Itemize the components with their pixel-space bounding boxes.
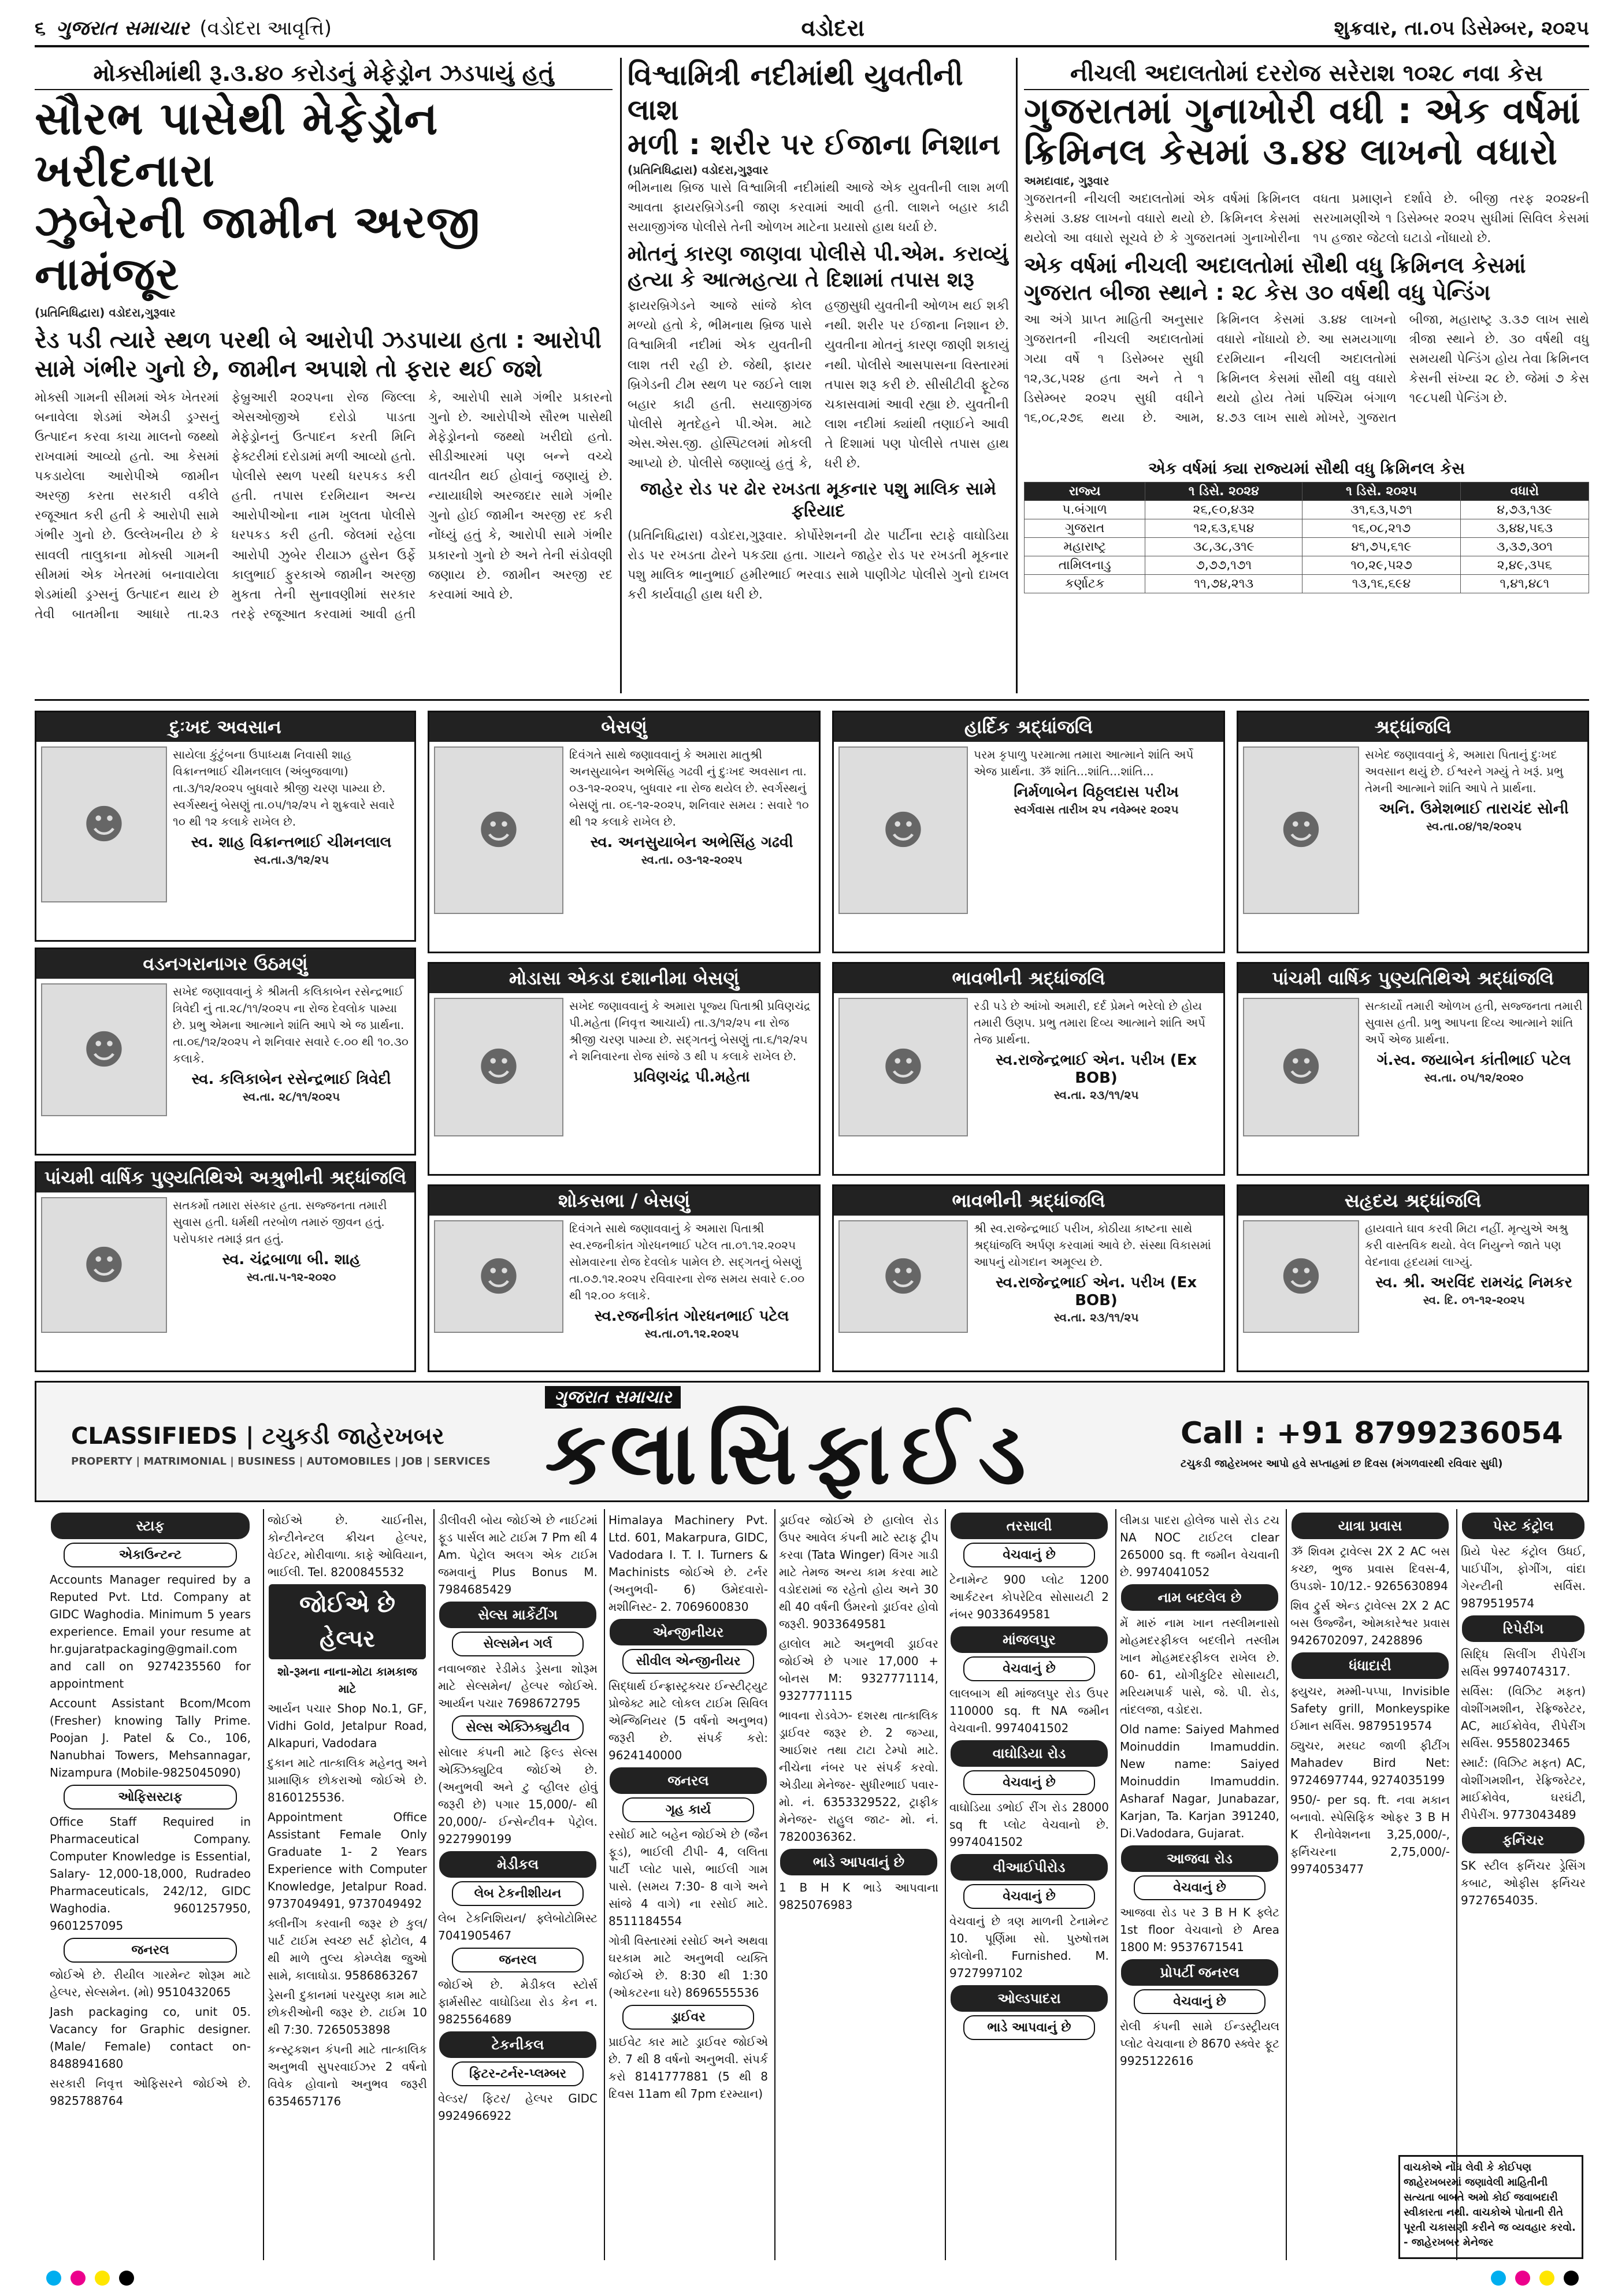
header-left <box>35 17 332 40</box>
obituary-heading: હાર્દિક શ્રદ્ધાંજલિ <box>834 712 1223 742</box>
classified-category: યાત્રા પ્રવાસ <box>1292 1513 1449 1539</box>
obituary-heading: શ્રદ્ધાંજલિ <box>1238 712 1587 742</box>
classified-column <box>604 1509 771 2260</box>
classified-ad: સ્માર્ટ: (વિઝિટ મફત) AC, વોશીંગમશીન, રેફ્રિજરેટર, માઈક્રોવેવ, ઘરઘંટી, રીપેરીંગ. 9773043489 <box>1461 1756 1586 1822</box>
obituary-name: સ્વ.રજનીકાંત ગોરધનભાઈ પટેલ <box>594 1307 789 1325</box>
cell: ૪,૭૩,૧૩૯ <box>1460 500 1589 519</box>
table-row <box>1025 537 1589 556</box>
classifieds-label-gu: ટચુકડી જાહેરખબર <box>262 1423 444 1450</box>
classified-ad: SK સ્ટીલ ફર્નિચર ડ્રેસિંગ કબાટ, ઓફીસ ફર્નિચર 9727654035. <box>1461 1859 1586 1907</box>
obituary-text: રડી પડે છે આંખો અમારી, દર્દ પ્રેમને ભરેલો છે હોય તમારી ઉણપ. પ્રભુ તમારા દિવ્ય આત્માને શાંતિ અર્પે તેજ પ્રાર્થના. <box>974 999 1205 1046</box>
classifieds-title: ક્લાસિફાઈડ <box>545 1403 1037 1504</box>
story2-subhead: મોતનું કારણ જાણવા પોલીસે પી.એમ. કરાવ્યું હત્યા કે આત્મહત્યા તે દિશામાં તપાસ શરૂ <box>628 242 1008 292</box>
obituary-heading: બેસણું <box>429 712 819 742</box>
classified-ad: લેબ ટેકનિશિયન/ ફ્લેબોટોમિસ્ટ 7041905467 <box>438 1911 598 1942</box>
classified-category: માંજલપુર <box>951 1626 1108 1653</box>
classified-ad: પ્રિયે પેસ્ટ કંટ્રોલ ઉધઈ, પાઈપીંગ, ફોગીંગ, વાંદા ગેરન્ટીની સર્વિસ. 9879519574 <box>1461 1544 1586 1610</box>
obituary-box <box>428 1184 821 1372</box>
crime-table-title: એક વર્ષમાં ક્યા રાજ્યમાં સૌથી વધુ ક્રિમિનલ કેસ <box>1148 458 1465 478</box>
crime-table-header: ૧ ડિસે. ૨૦૨૪ <box>1145 482 1302 500</box>
obituary-text: સખેદ જણાવવાનું કે અમારા પૂજ્ય પિતાશ્રી પ્રવિણચંદ્ર પી.મહેતા (નિવૃત્ત આચાર્ય) તા.૩/૧૨/૨૫ ના રોજ શ્રીજી ચરણ પામ્યા છે. સદ્ગતનું બેસણું તા.૬/૧૨/૨૫ ને શનિવારના રોજ સાંજે ૩ થી ૫ કલાકે રાખેલ છે. <box>569 999 811 1063</box>
helper-ad-subtitle: શો-રૂમના નાના-મોટા કામકાજ માટે <box>277 1665 417 1696</box>
story-mephedrone <box>35 58 613 624</box>
portrait-photo: ☻ <box>838 998 968 1136</box>
classified-ad: ઠ્યુચર, મરઘટ જાળી ફીટીંગ Mahadev Bird Net: 9724697744, 9274035199 <box>1290 1738 1450 1787</box>
story3-body: ગુજરાતની નીચલી અદાલતોમાં એક વર્ષમાં ક્રિમિનલ કેસમાં ૩.૪૪ લાખનો વધારો થયો છે. ક્રિમિનલ કેસમાં થયેલો આ વધારો સૂચવે છે કે ગુજરાતમાં ગુનાખોરીના વધતા પ્રમાણને દર્શાવે છે. બીજી તરફ ૨૦૨૪ની સરખામણીએ ૧ ડિસેમ્બર ૨૦૨૫ સુધીમાં સિવિલ કેસમાં ૧૫ હજાર જેટલો ઘટાડો નોંધાયો છે. <box>1024 191 1589 246</box>
obituary-heading: વડનગરાનાગર ઉઠમણું <box>36 949 414 979</box>
classified-ad: Old name: Saiyed Mahmed Moinuddin Imamuddin. New name: Saiyed Moinuddin Imamuddin. Asharaf Nagar, Junabazar, Karjan, Ta. Karjan 391240, Di.Vadodara, Gujarat. <box>1120 1722 1279 1840</box>
cell: તામિલનાડુ <box>1025 556 1145 574</box>
story2-subhead-2: જાહેર રોડ પર ઢોર રખડતા મૂકનાર પશુ માલિક સામે ફરિયાદ <box>640 479 996 521</box>
classified-ad: જોઈએ છે. ચાઈનીસ, કોન્ટીનેન્ટલ ક્રીચન હેલ્પર, વેઈટર, મોરીવાળા. કાફે ઓવિયાન, ભાઈલી. Tel. 8200845532 <box>268 1513 427 1579</box>
classified-subcategory: સેલ્સ એક્ઝિક્યુટીવ <box>452 1715 584 1740</box>
portrait-photo: ☻ <box>1243 998 1359 1136</box>
classified-subcategory: જનરલ <box>452 1948 584 1972</box>
classified-category: ઓલ્ડપાદરા <box>951 1985 1108 2012</box>
obituary-box <box>832 962 1225 1176</box>
cell: ૨,૪૯,૩૫૬ <box>1460 556 1589 574</box>
classified-subcategory: સેલ્સમેન ગર્લ <box>452 1632 584 1656</box>
classified-column <box>1115 1509 1283 2260</box>
classified-ad: સર્વિસ: (વિઝિટ મફત) વોશીંગમશીન, રેફ્રિજરેટર, AC, માઈક્રોવેવ, રીપેરીંગ સર્વિસ. 9558023465 <box>1461 1684 1586 1750</box>
classified-category: ફર્નિચર <box>1462 1827 1584 1853</box>
black-mark <box>119 2271 134 2286</box>
portrait-photo: ☻ <box>41 983 167 1116</box>
edition: (વડોદરા આવૃત્તિ) <box>199 17 332 40</box>
classified-ad: આજવા રોડ પર 3 B H K ફ્લેટ 1st floor વેચવાનો છે Area 1800 M: 9537671541 <box>1120 1905 1279 1954</box>
yellow-mark <box>1539 2271 1554 2286</box>
portrait-photo: ☻ <box>838 746 968 914</box>
classified-ad: શિવ ટ્રુર્સ એન્ડ ટ્રાવેલ્સ 2X 2 AC બસ ઉજ્જૈન, ઓમકારેશ્વર પ્રવાસ 9426702097, 2428896 <box>1290 1599 1450 1647</box>
story1-headline-2: ઝુબેરની જામીન અરજી નામંજૂર <box>35 196 481 301</box>
cell: ૩,૩૭,૩૦૧ <box>1460 537 1589 556</box>
obituary-text: સખેદ જણાવવાનું કે, અમારા પિતાનું દુઃખદ અવસાન થયું છે. ઈશ્વરને ગમ્યું તે ખરૂં. પ્રભુ તેમની આત્માને શાંતિ આપે તે પ્રાર્થના. <box>1365 748 1564 795</box>
classified-ad: સરકારી નિવૃત્ત ઓફિસરને જોઈએ છે. 9825788764 <box>50 2076 251 2108</box>
classified-ad: વાઘોડિયા ડભોઈ રીંગ રોડ 28000 sq ft પ્લોટ વેચવાનો છે. 9974041502 <box>949 1800 1109 1849</box>
cell: ૪૧,૭૫,૬૧૯ <box>1302 537 1461 556</box>
classified-subcategory: વેચવાનું છે <box>963 1543 1095 1567</box>
classified-category: વીઆઈપીરોડ <box>951 1854 1108 1881</box>
story3-kicker: નીચલી અદાલતોમાં દરરોજ સરેરાશ ૧૦૨૮ નવા કેસ <box>1024 58 1589 90</box>
classified-subcategory: વેચવાનું છે <box>1134 1989 1266 2014</box>
classified-column <box>774 1509 942 2260</box>
classified-category: મેડીકલ <box>439 1851 596 1878</box>
obituary-name: સ્વ.રાજેન્દ્રભાઈ એન. પરીખ (Ex BOB) <box>995 1274 1197 1309</box>
classified-subcategory: ફિટર-ટર્નર-પ્લમ્બર <box>452 2061 584 2086</box>
crime-table-header: રાજ્ય <box>1025 482 1145 500</box>
obituary-date: સ્વ. દિ. ૦૧-૧૨-૨૦૨૫ <box>1423 1293 1525 1307</box>
cell: ૧૦,૨૯,૫૨૭ <box>1302 556 1461 574</box>
classified-column <box>433 1509 601 2260</box>
story1-subhead: રેડ પડી ત્યારે સ્થળ પરથી બે આરોપી ઝડપાયા હતા : આરોપી સામે ગંભીર ગુનો છે, જામીન અપાશે તો ફરાર થઈ જશે <box>35 326 602 382</box>
classified-subcategory: ડ્રાઈવર <box>622 2005 754 2030</box>
cell: ૧૩,૧૬,૬૯૪ <box>1302 574 1461 593</box>
obituary-date: સ્વર્ગવાસ તારીખ ૨૫ નવેમ્બર ૨૦૨૫ <box>1014 803 1179 816</box>
obituary-text: સાયેલા કુંટુંબના ઉપાધ્યક્ષ નિવાસી શાહ વિક્રાન્તભાઈ ચીમનલાલ (અંબુજવાળા) તા.૩/૧૨/૨૦૨૫ બુધવારે શ્રીજી ચરણ પામ્યા છે. સ્વર્ગસ્થનું બેસણું તા.૦૫/૧૨/૨૫ ને શુક્રવારે સવારે ૧૦ થી ૧૨ કલાકે રાખેલ છે. <box>173 748 395 829</box>
obituary-box <box>1237 962 1589 1176</box>
obituary-text: સત્કાર્યો તમારી ઓળખ હતી, સજ્જનતા તમારી સુવાસ હતી. પ્રભુ આપના દિવ્ય આત્માને શાંતિ અર્પે એજ પ્રાર્થના. <box>1365 999 1583 1046</box>
classified-ad: 1 B H K ભાડે આપવાના 9825076983 <box>779 1881 938 1912</box>
obituary-text: હાયવાતે ઘાવ કરવી મિટા નહીં. મૃત્યુએ અશ્રુ કરી વાસ્તવિક થયો. વેલ નિયુન્ને જાતે પણ વેદનાવા હૃદયમાં લાગ્યું. <box>1365 1221 1568 1269</box>
classified-ad: રસોઈ માટે બહેન જોઈએ છે (જૈન ફૂડ), ભાઈલી ટીપી- 4, લલિતા પાર્ટી પ્લોટ પાસે, ભાઈલી ગામ પાસે. (સમય 7:30- 8 વાગે અને સાંજે 4 વાગે) ના રસોઈ માટે. 8511184554 <box>608 1827 768 1928</box>
classified-ad: મેં મારું નામ ખાન તસ્લીમનાસો મોહમદરફીકલ બદલીને તસ્લીમ ખાન મોહમદરફીકલ રાખેલ છે. 60- 61, યોગીકુટિર સોસાયટી, મરિયમપાર્ક પાસે, જે. પી. રોડ, તાંદલજા, વડોદરા. <box>1120 1616 1279 1717</box>
classified-ad: ગોત્રી વિસ્તારમાં રસોઈ અને અથવા ઘરકામ માટે અનુભવી વ્યક્તિ જોઈએ છે. 8:30 થી 1:30 (ઓકટરના ઘરે) 8696555536 <box>608 1934 768 2000</box>
crime-table <box>1024 482 1589 593</box>
classified-ad: ટેનામેન્ટ 900 પ્લોટ 1200 આર્કટરન કોપરેટિવ સોસાયટી 2 નંબર 9033649581 <box>949 1573 1109 1621</box>
story-river-body <box>628 58 1009 693</box>
classified-category: વાઘોડિયા રોડ <box>951 1740 1108 1767</box>
classified-ad: Accounts Manager required by a Reputed Pvt. Ltd. Company at GIDC Waghodia. Minimum 5 years experience. Email your resume at hr.gujaratpackaging@gmail.com and call on 9274235560 for appointment <box>50 1573 251 1691</box>
portrait-photo: ☻ <box>1243 1220 1359 1333</box>
obituary-name: નિર્મળાબેન વિઠ્ઠલદાસ પરીખ <box>1014 783 1179 801</box>
classified-subcategory: જનરલ <box>64 1938 237 1963</box>
obituary-box <box>428 962 821 1176</box>
obituary-heading: ભાવભીની શ્રદ્ધાંજલિ <box>834 964 1223 993</box>
classified-subcategory: વેચવાનું છે <box>963 1770 1095 1795</box>
obituary-heading: મોડાસા એકડા દશાનીમા બેસણું <box>429 964 819 993</box>
registration-marks-right <box>1491 2271 1579 2286</box>
obituary-date: સ્વ.તા.૦૧.૧૨.૨૦૨૫ <box>644 1327 739 1340</box>
classified-category: રિપેરીંગ <box>1462 1615 1584 1642</box>
story2-body: ભીમનાથ બ્રિજ પાસે વિશ્વામિત્રી નદીમાંથી આજે એક યુવતીની લાશ મળી આવતા ફાયરબ્રિગેડની જાણ કરવામાં આવી હતી. લાશને બહાર કાઢી સયાજીગંજ પોલીસે તેની ઓળખ માટેના પ્રયાસો હાથ ધર્યા છે. <box>628 181 1009 235</box>
classified-ad: Appointment Office Assistant Female Only Graduate 1- 2 Years Experience with Computer Knowledge, Jetalpur Road. 9737049491, 9737049492 <box>268 1810 427 1911</box>
classified-column <box>945 1509 1112 2260</box>
classified-ad: પ્રાઈવેટ કાર માટે ડ્રાઈવર જોઈએ છે. 7 થી 8 વર્ષનો અનુભવી. સંપર્ક કરો 8141777881 (5 થી 8 દિવસ 11am થી 7pm દરમ્યાન) <box>608 2035 768 2101</box>
classified-ad: વેલ્ડર/ ફિટર/ હેલ્પર GIDC 9924966922 <box>438 2091 598 2123</box>
story2-body-2: ફાયરબ્રિગેડને આજે સાંજે કોલ મળ્યો હતો કે, ભીમનાથ બ્રિજ પાસે વિશ્વામિત્રી નદીમાં એક યુવતીની લાશ તરી રહી છે. જેથી, ફાયર બ્રિગેડની ટીમ સ્થળ પર જઈને લાશ બહાર કાઢી હતી. સયાજીગંજ પોલીસે મૃતદેહને પી.એમ. માટે એસ.એસ.જી. હોસ્પિટલમાં મોકલી આપ્યો છે. પોલીસે જણાવ્યું હતું કે, હજીસુધી યુવતીની ઓળખ થઈ શકી નથી. શરીર પર ઈજાના નિશાન છે. યુવતીના મોતનું કારણ જાણી શકાયું નથી. પોલીસે આસપાસના વિસ્તારમાં તપાસ શરૂ કરી છે. સીસીટીવી ફૂટેજ ચકાસવામાં આવી રહ્યા છે. યુવતીની લાશ નદીમાં ક્યાંથી તણાઈને આવી તે દિશામાં પણ પોલીસે તપાસ હાથ ધરી છે. <box>628 299 1009 471</box>
cell: ૧,૪૧,૪૮૧ <box>1460 574 1589 593</box>
portrait-photo: ☻ <box>1243 746 1359 914</box>
page-header <box>35 12 1589 47</box>
classifieds-call-note: ટચુકડી જાહેરખબર આપો હવે સપ્તાહમાં છ દિવસ (મંગળવારથી રવિવાર સુધી) <box>1181 1458 1503 1470</box>
classifieds-paper: ગુજરાત સમાચાર <box>545 1386 681 1409</box>
story3-dateline: અમદાવાદ, ગુરૂવાર <box>1024 173 1109 188</box>
obituary-heading: દુઃખદ અવસાન <box>36 712 414 742</box>
classifieds-call: Call : +91 8799236054 <box>1181 1416 1563 1451</box>
classified-category: ધંધાદારી <box>1292 1652 1449 1679</box>
classified-ad: Himalaya Machinery Pvt. Ltd. 601, Makarpura, GIDC, Vadodara I. T. I. Turners & Machinists જોઈએ છે. ટર્નર (અનુભવી- 6) ઉમેદવારો- મશીનિસ્ટ- 2. 7069600830 <box>608 1513 768 1614</box>
obituary-name: સ્વ. કલિકાબેન રસેન્દ્રભાઈ ત્રિવેદી <box>191 1071 391 1088</box>
story1-body: મોક્સી ગામની સીમમાં એક ખેતરમાં બનાવેલા શેડમાં એમડી ડ્રગ્સનું ઉત્પાદન કરવા કાચા માલનો જથ્થો રાખવામાં આવ્યો હતો. આ કેસમાં પકડાયેલા આરોપીએ જામીન અરજી કરતા સરકારી વકીલે રજૂઆત કરી હતી કે આરોપી સામે ગંભીર ગુનો છે. ઉલ્લેખનીય છે કે સાવલી તાલુકાના મોક્સી ગામની સીમમાં એક ખેતરમાં બનાવાયેલા શેડમાંથી ડ્રગ્સનું ઉત્પાદન થાય છે તેવી બાતમીના આધારે તા.૨૩ ફેબ્રુઆરી ૨૦૨૫ના રોજ જિલ્લા એસઓજીએ દરોડો પાડતા મેફેડ્રોનનું ઉત્પાદન કરતી મિનિ ફેક્ટરીમાં દરોડામાં મળી આવ્યો હતો. પોલીસે સ્થળ પરથી ધરપકડ કરી હતી. તપાસ દરમિયાન અન્ય આરોપીઓના નામ ખુલતા પોલીસે ધરપકડ કરી હતી. જેલમાં રહેલા આરોપી ઝુબેર રીયાઝ હુસેન ઉર્ફે કાલુભાઈ ફુરકાએ જામીન અરજી મુકતા તેની સુનાવણીમાં સરકાર તરફે રજૂઆત કરવામાં આવી હતી કે, આરોપી સામે ગંભીર પ્રકારનો ગુનો છે. આરોપીએ સૌરભ પાસેથી મેફેડ્રોનનો જથ્થો ખરીદ્યો હતો. સીડીઆરમાં પણ બન્ને વચ્ચે વાતચીત થઈ હોવાનું જણાયું છે. ન્યાયાધીશે અરજદાર સામે ગંભીર ગુનો હોઈ જામીન અરજી રદ કરી નોંધ્યું હતું કે, આરોપી સામે ગંભીર પ્રકારનો ગુનો છે અને તેની સંડોવણી જણાય છે. જામીન અરજી રદ કરવામાં આવે છે. <box>35 390 613 622</box>
obituary-date: સ્વ.તા. ૦૩-૧૨-૨૦૨૫ <box>641 853 743 867</box>
story1-kicker: મોક્સીમાંથી રૂ.૩.૪૦ કરોડનું મેફેડ્રોન ઝડપાયું હતું <box>35 58 613 90</box>
portrait-photo: ☻ <box>434 998 563 1136</box>
classified-ad: Account Assistant Bcom/Mcom (Fresher) knowing Tally Prime. Poojan J. Patel & Co., 106, Nanubhai Towers, Mehsannagar, Nizampura (Mobile-9825045090) <box>50 1696 251 1779</box>
cyan-mark <box>46 2271 61 2286</box>
obituary-box <box>832 711 1225 953</box>
crime-table-header: ૧ ડિસે. ૨૦૨૫ <box>1302 482 1461 500</box>
classified-ad: Jash packaging co, unit 05. Vacancy for Graphic designer. (Male/ Female) contact on- 8488941680 <box>50 2005 251 2071</box>
classified-ad: રોલી કંપની સામે ઈન્ડસ્ટ્રીયલ પ્લોટ વેચવાના છે 8670 સ્ક્વેર ફૂટ 9925122616 <box>1120 2019 1279 2068</box>
classified-ad: ક્લીનીંગ કરવાની જરૂર છે કુલ/પાર્ટ ટાઈમ સ્વચ્છ સર્ટ ફોટોલ, 4 થી માળે તુલ્ય કોમ્પ્લેક્ષ જુઓ સામે, કાલાઘોડા. 9586863267 <box>268 1916 427 1982</box>
obituary-text: સખેદ જણાવવાનું કે શ્રીમતી કલિકાબેન રસેન્દ્રભાઈ ત્રિવેદી નું તા.૨૮/૧૧/૨૦૨૫ ના રોજ દેવલોક પામ્યા છે. પ્રભુ એમના આત્માને શાંતિ આપે એ જ પ્રાર્થના. તા.૦૬/૧૨/૨૦૨૫ ને શનિવાર સવારે ૯.૦૦ થી ૧૦.૩૦ કલાકે. <box>173 984 409 1065</box>
obituary-text: પરમ કૃપાળુ પરમાત્મા તમારા આત્માને શાંતિ અર્પે એજ પ્રાર્થના. ૐ શાંતિ...શાંતિ...શાંતિ... <box>974 748 1194 778</box>
classified-ad: દુકાન માટે તાત્કાલિક મહેનતુ અને પ્રામાણિક છોકરાઓ જોઈએ છે. 8160125536. <box>268 1756 427 1804</box>
classified-ad: સિદ્ધિ સિલીંગ રીપેરીંગ સર્વિસ 9974074317. <box>1461 1647 1586 1678</box>
story2-body-3: (પ્રતિનિધિદ્વારા) વડોદરા,ગુરૂવાર. કોર્પોરેશનની ઢોર પાર્ટીના સ્ટાફે વાઘોડિયા રોડ પર રખડતા ઢોરને પકડ્યા હતા. ગાયને જાહેર રોડ પર રખડતી મૂકનાર પશુ માલિક ભાનુભાઈ હમીરભાઈ ભરવાડ સામે પાણીગેટ પોલીસે ગુનો દાખલ કરી કાર્યવાહી હાથ ધરી છે. <box>628 529 1009 603</box>
classified-ad: હાલોલ માટે અનુભવી ડ્રાઈવર જોઈએ છે પગાર 17,000 + બોનસ M: 9327771114, 9327771115 <box>779 1637 938 1703</box>
obituary-heading: શોકસભા / બેસણું <box>429 1186 819 1216</box>
classified-column <box>263 1509 431 2260</box>
obituary-date: સ્વ.તા. ૨૮/૧૧/૨૦૨૫ <box>242 1090 340 1104</box>
obituary-heading: ભાવભીની શ્રદ્ધાંજલિ <box>834 1186 1223 1216</box>
portrait-photo: ☻ <box>434 746 563 914</box>
story3-headline-2: ક્રિમિનલ કેસમાં ૩.૪૪ લાખનો વધારો <box>1024 131 1558 173</box>
story2-dateline: (પ્રતિનિધિદ્વારા) વડોદરા,ગુરૂવાર <box>628 163 769 177</box>
table-row <box>1025 556 1589 574</box>
classified-ad: ડ્રેસની દુકાનમાં પરચુરણ કામ માટે છોકરીઓની જરૂર છે. ટાઈમ 10 થી 7:30. 7265053898 <box>268 1988 427 2037</box>
classified-ad: ડ્રાઈવર જોઈએ છે હાલોલ રોડ ઉપર આવેલ કંપની માટે સ્ટાફ ટ્રીપ કરવા (Tata Winger) વિંગર ગાડી માટે તેમજ અન્ય કામ કરવા માટે વડોદરામાં જ રહેતો હોય અને 30 થી 40 વર્ષની ઉંમરનો ડ્રાઈવર હોવો જરૂરી. 9033649581 <box>779 1513 938 1631</box>
classified-column <box>1286 1509 1453 2260</box>
table-row <box>1025 519 1589 537</box>
obituary-box <box>1237 1184 1589 1372</box>
classified-column <box>1456 1509 1589 2260</box>
cell: મહારાષ્ટ્ર <box>1025 537 1145 556</box>
classifieds-banner <box>35 1381 1589 1502</box>
classified-subcategory: સીવીલ એન્જીનીયર <box>622 1649 754 1674</box>
classified-ad: 950/- per sq. ft. નવા મકાન બનાવો. સ્પેસિફિક ઓફર 3 B H K રીનોવેશનના 3,25,000/-, ફર્નિચરના 2,75,000/- 9974053477 <box>1290 1793 1450 1876</box>
obituary-name: સ્વ. ચંદ્રબાળા બી. શાહ <box>222 1251 361 1268</box>
classified-subcategory: વેચવાનું છે <box>963 1656 1095 1681</box>
helper-ad-title: જોઈએ છે હેલ્પર <box>269 1584 426 1659</box>
classified-ad: ડીલીવરી બોય જોઈએ છે નાઈટમાં ફૂડ પાર્સલ માટે ટાઈમ 7 Pm થી 4 Am. પેટ્રોલ અલગ એક ટાઈમ જમવાનું Plus Bonus M. 7984685429 <box>438 1513 598 1596</box>
cell: ૧૬,૦૮,૨૧૭ <box>1302 519 1461 537</box>
cell: ૧૨,૬૩,૬૫૪ <box>1145 519 1302 537</box>
classified-ad: સોલાર કંપની માટે ફિલ્ડ સેલ્સ એક્ઝિક્યુટિવ જોઈએ છે. (અનુભવી અને ટુ વ્હીલર હોવું જરૂરી છે) પગાર 15,000/- થી 20,000/- ઈન્સેન્ટીવ+ પેટ્રોલ. 9227990199 <box>438 1745 598 1846</box>
page-number: ૬ <box>35 17 46 40</box>
cell: ૨૬,૯૦,૪૩૨ <box>1145 500 1302 519</box>
classifieds-tags: PROPERTY | MATRIMONIAL | BUSINESS | AUTOMOBILES | JOB | SERVICES <box>71 1455 491 1467</box>
classified-subcategory: વેચવાનું છે <box>963 1884 1095 1909</box>
classified-category: સેલ્સ માર્કેટીંગ <box>439 1602 596 1628</box>
classified-ad: સિદ્ધાર્થ ઈન્ફ્રાસ્ટ્રક્ચર ઈન્સ્ટીટ્યુટ પ્રોજેક્ટ માટે લોકલ ટાઈમ સિવિલ એન્જિનિયર (5 વર્ષનો અનુભવ) જરૂરી છે. સંપર્ક કરો: 9624140000 <box>608 1679 768 1762</box>
classified-subcategory: એકાઉન્ટન્ટ <box>64 1543 237 1567</box>
classified-ad: ફ્યુચર, મમ્મી-પપ્પા, Invisible Safety grill, Monkeyspike ઈમાન સર્વિસ. 9879519574 <box>1290 1684 1450 1733</box>
obituary-box <box>1237 711 1589 953</box>
yellow-mark <box>95 2271 110 2286</box>
classified-subcategory: લેબ ટેકનીશીયન <box>452 1881 584 1906</box>
cell: ૩૮,૩૮,૩૧૯ <box>1145 537 1302 556</box>
obituary-name: પ્રવિણચંદ્ર પી.મહેતા <box>633 1068 750 1086</box>
classified-ad: લાલબાગ થી માંજલપુર રોડ ઉપર 110000 sq. ft NA જમીન વેચવાની. 9974041502 <box>949 1686 1109 1735</box>
story2-kicker: વિશ્વામિત્રી નદીમાંથી યુવતીની લાશ <box>628 58 963 127</box>
story3-body-2: આ અંગે પ્રાપ્ત માહિતી અનુસાર ગુજરાતની નીચલી અદાલતોમાં ગયા વર્ષે ૧ ડિસેમ્બર સુધી ૧૨,૩૮,૫૨૪ હતા અને તે ૧ ડિસેમ્બર ૨૦૨૫ સુધી વધીને ૧૬,૦૮,૨૭૬ થયા છે. આમ, ક્રિમિનલ કેસમાં ૩.૪૪ લાખનો વધારો નોંધાયો છે. આ સમયગાળા દરમિયાન નીચલી અદાલતોમાં ક્રિમિનલ કેસમાં સૌથી વધુ વધારો થયો હોય તેમાં પશ્ચિમ બંગાળ ૪.૭૩ લાખ સાથે મોખરે, ગુજરાત બીજા, મહારાષ્ટ્ર ૩.૩૭ લાખ સાથે ત્રીજા સ્થાને છે. ૩૦ વર્ષથી વધુ સમયથી પેન્ડિંગ હોય તેવા ક્રિમિનલ કેસની સંખ્યા ૨૮ છે. જેમાં ૭ કેસ ૧૯૮૫થી પેન્ડિંગ છે. <box>1024 312 1589 426</box>
cell: ૧૧,૭૪,૨૧૩ <box>1145 574 1302 593</box>
classified-ad: નવાબજાર રેડીમેડ ડ્રેસના શોરૂમ માટે સેલ્સમેન/ હેલ્પર જોઈએ. આર્ય્ધન પચાર 7698672795 <box>438 1662 598 1710</box>
obituary-name: ગં.સ્વ. જયાબેન કાંતીભાઈ પટેલ <box>1376 1052 1571 1069</box>
story2-headline: મળી : શરીર પર ઈજાના નિશાન <box>628 128 1000 161</box>
obituary-box <box>428 711 821 953</box>
obituary-box <box>35 948 416 1156</box>
classified-category: ટેકનીકલ <box>439 2031 596 2058</box>
classified-ad: લીમડા પાદરા હોલેજ પાસે રોડ ટચ NA NOC ટાઈટલ clear 265000 sq. ft જમીન વેચવાની છે. 9974041052 <box>1120 1513 1279 1579</box>
obituary-name: સ્વ.રાજેન્દ્રભાઈ એન. પરીખ (Ex BOB) <box>995 1052 1197 1087</box>
black-mark <box>1564 2271 1579 2286</box>
classified-category: તરસાલી <box>951 1513 1108 1539</box>
obituary-date: સ્વ.તા.૫-૧૨-૨૦૨૦ <box>246 1270 336 1284</box>
classified-ad: આર્યન પચાર Shop No.1, GF, Vidhi Gold, Jetalpur Road, Alkapuri, Vadodara <box>268 1701 427 1750</box>
table-row <box>1025 500 1589 519</box>
classified-ad: ભાવના રોડવેઝ- દશરથ તાત્કાલિક ડ્રાઈવર જરૂર છે. 2 જગ્યા, આઈશર તથા ટાટા ટેમ્પો માટે. નીચેના નંબર પર સંપર્ક કરવો. એડીયા મેનેજર- સુધીરભાઈ પવાર- મો. નં. 6353329522, ટ્રાફીક મેનેજર- રાહુલ જાટ- મો. નં. 7820036362. <box>779 1708 938 1844</box>
obituary-date: સ્વ.તા. ૨૩/૧૧/૨૫ <box>1053 1310 1139 1324</box>
portrait-photo: ☻ <box>434 1220 563 1333</box>
classified-subcategory: ગૃહ કાર્ય <box>622 1797 754 1822</box>
classified-subcategory: ઓફિસસ્ટાફ <box>64 1785 237 1810</box>
obituary-box <box>35 1161 416 1372</box>
obituary-text: સતકર્મો તમારા સંસ્કાર હતા. સજ્જનતા તમારી સુવાસ હતી. ધર્મથી તરબોળ તમારું જીવન હતું. પરોપકાર તમારૂં વ્રત હતું. <box>173 1198 387 1246</box>
portrait-photo: ☻ <box>41 1197 167 1333</box>
obituary-date: સ્વ.તા.૩/૧૨/૨૫ <box>253 853 329 867</box>
classified-ad: ૐ શિવમ ટ્રાવેલ્સ 2X 2 AC બસ કચ્છ, ભુજ પ્રવાસ દિવસ-4, ઉપડશે- 10/12.- 9265630894 <box>1290 1544 1450 1593</box>
portrait-photo: ☻ <box>838 1220 968 1333</box>
obituary-date: સ્વ.તા. ૦૫/૧૨/૨૦૨૦ <box>1424 1071 1524 1084</box>
classified-category: જનરલ <box>610 1767 767 1794</box>
obituary-text: દિવંગતે સાથે જણાવવાનું કે અમારા પિતાશ્રી સ્વ.રજનીકાંત ગોરધનભાઈ પટેલ તા.૦૧.૧૨.૨૦૨૫ સોમવારના રોજ દેવલોક પામેલ છે. સદ્ગતનું બેસણું તા.૦૭.૧૨.૨૦૨૫ રવિવારના રોજ સમય સવારે ૯.૦૦ થી ૧૨.૦૦ કલાકે. <box>569 1221 805 1302</box>
obituary-date: સ્વ.તા.૦૪/૧૨/૨૦૨૫ <box>1426 819 1521 833</box>
classified-ad: જોઈએ છે. રીયીલ ગારમેન્ટ શોરૂમ માટે હેલ્પર, સેલ્સમેન. (મો) 9510432065 <box>50 1968 251 1999</box>
cyan-mark <box>1491 2271 1506 2286</box>
obituary-text: શ્રી સ્વ.રાજેન્દ્રભાઈ પરીખ, કોઠીયા કાષ્ટના સાથે શ્રદ્ધાંજલિ અર્પણ કરવામાં આવે છે. સંસ્થા વિકાસમાં આપનું યોગદાન અમૂલ્ય છે. <box>974 1221 1211 1269</box>
classified-category: એન્જીનીયર <box>610 1619 767 1645</box>
classified-category: પેસ્ટ કંટ્રોલ <box>1462 1513 1584 1539</box>
story1-dateline: (પ્રતિનિધિદ્વારા) વડોદરા,ગુરૂવાર <box>35 305 176 319</box>
story-crime-cases <box>1024 58 1589 693</box>
obituary-heading: સહૃદય શ્રદ્ધાંજલિ <box>1238 1186 1587 1216</box>
classified-ad: જોઈએ છે. મેડીકલ સ્ટોર્સ ફાર્મસીસ્ટ વાઘોડિયા રોડ કેન ન. 9825564689 <box>438 1978 598 2026</box>
crime-table-header: વધારો <box>1460 482 1589 500</box>
portrait-photo: ☻ <box>41 746 167 902</box>
story1-headline-1: સૌરભ પાસેથી મેફેડ્રોન ખરીદનારા <box>35 93 439 197</box>
obituary-name: સ્વ. શાહ વિક્રાન્તભાઈ ચીમનલાલ <box>191 834 392 851</box>
obituary-date: સ્વ.તા. ૨૩/૧૧/૨૫ <box>1053 1088 1139 1102</box>
classified-category: આજવા રોડ <box>1121 1845 1278 1872</box>
table-row <box>1025 574 1589 593</box>
classified-ad: વેચવાનું છે ત્રણ માળની ટેનામેન્ટ 10. પૂર્ણિમા સો. પુરુષોત્તમ કોલોની. Furnished. M. 9727997102 <box>949 1914 1109 1980</box>
obituary-name: સ્વ. અનસુયાબેન અભેસિંહ ગઢવી <box>590 834 793 851</box>
registration-marks-left <box>46 2271 134 2286</box>
obituary-text: દિવંગતે સાથે જણાવવાનું કે અમારા માતુશ્રી અનસુયાબેન અભેસિંહ ગઢવી નું દુઃખદ અવસાન તા. ૦૩-૧૨-૨૦૨૫, બુધવાર ના રોજ થયેલ છે. સ્વર્ગસ્થનું બેસણું તા. ૦૬-૧૨-૨૦૨૫, શનિવાર સમય : સવારે ૧૦ થી ૧૨ કલાકે રાખેલ છે. <box>569 748 809 829</box>
cell: પ.બંગાળ <box>1025 500 1145 519</box>
classified-subcategory: ભાડે આપવાનું છે <box>963 2015 1095 2040</box>
magenta-mark <box>1515 2271 1530 2286</box>
disclaimer-notice: વાચકોએ નોંધ લેવી કે કોઈપણ જાહેરખબરમાં જણાવેલી માહિતીની સત્યતા બાબતે અમો કોઈ જવાબદારી સ્વીકારતા નથી. વાચકોએ પોતાની રીતે પૂરતી ચકાસણી કરીને જ વ્યવહાર કરવો. - જાહેરખબર મેનેજર <box>1398 2155 1583 2259</box>
story3-subhead: એક વર્ષમાં નીચલી અદાલતોમાં સૌથી વધુ ક્રિમિનલ કેસમાં ગુજરાત બીજા સ્થાને : ૨૮ કેસ ૩૦ વર્ષથી વધુ પેન્ડિંગ <box>1024 252 1526 306</box>
obituary-heading: પાંચમી વાર્ષિક પુણ્યતિથિએ શ્રદ્ધાંજલિ <box>1238 964 1587 993</box>
classifieds-label-en: CLASSIFIEDS <box>71 1423 238 1450</box>
classified-subcategory: વેચવાનું છે <box>1134 1875 1266 1900</box>
classifieds-label: CLASSIFIEDS | ટચુકડી જાહેરખબર <box>71 1423 444 1450</box>
obituary-name: સ્વ. શ્રી. અરવિંદ રામચંદ્ર નિમકર <box>1375 1274 1572 1291</box>
magenta-mark <box>70 2271 86 2286</box>
classified-category: સ્ટાફ <box>51 1513 250 1539</box>
classified-column <box>46 1509 254 2260</box>
obituary-box <box>35 711 416 942</box>
obituary-name: અનિ. ઉમેશભાઈ તારાચંદ સોની <box>1379 800 1569 818</box>
classified-ad: કન્સ્ટ્રકશન કંપની માટે તાત્કાલિક અનુભવી સુપરવાઈઝર 2 વર્ષનો વિવેક હોવાનો અનુભવ જરૂરી 6354657176 <box>268 2042 427 2108</box>
cell: ૭,૭૭,૧૭૧ <box>1145 556 1302 574</box>
story3-headline-1: ગુજરાતમાં ગુનાખોરી વધી : એક વર્ષમાં <box>1024 90 1581 132</box>
cell: ગુજરાત <box>1025 519 1145 537</box>
classified-ad: Office Staff Required in Pharmaceutical Company. Computer Knowledge is Essential, Salary- 12,000-18,000, Rudradeo Pharmaceuticals, 242/12, GIDC Waghodia. 9601257950, 9601257095 <box>50 1815 251 1933</box>
obituary-box <box>832 1184 1225 1372</box>
cell: ૩,૪૪,૫૬૩ <box>1460 519 1589 537</box>
classified-category: ભાડે આપવાનું છે <box>780 1849 937 1875</box>
cell: ૩૧,૬૩,૫૭૧ <box>1302 500 1461 519</box>
classified-category: પ્રોપર્ટી જનરલ <box>1121 1959 1278 1986</box>
city-name: વડોદરા <box>801 15 865 42</box>
classified-category: નામ બદલેલ છે <box>1121 1584 1278 1611</box>
paper-name: ગુજરાત સમાચાર <box>56 17 190 40</box>
obituary-heading: પાંચમી વાર્ષિક પુણ્યતિથિએ અશ્રુભીની શ્રદ્ધાંજલિ <box>36 1163 414 1192</box>
cell: કર્ણાટક <box>1025 574 1145 593</box>
issue-date: શુક્રવાર, તા.૦૫ ડિસેમ્બર, ૨૦૨૫ <box>1334 17 1589 40</box>
